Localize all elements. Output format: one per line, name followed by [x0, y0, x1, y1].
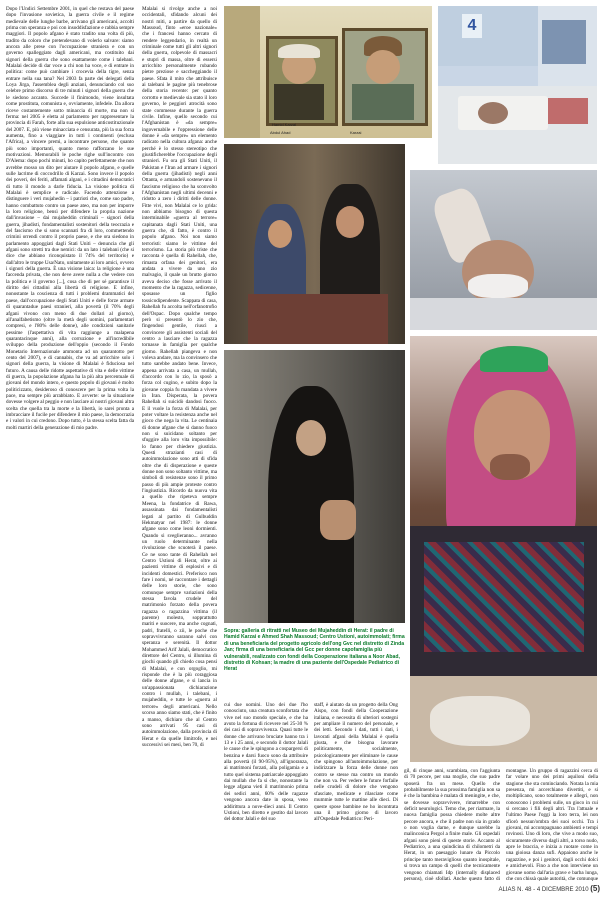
burn-patient-photo: [410, 170, 597, 330]
women-portrait-photo: [224, 144, 405, 344]
article-text: montagne. Un gruppo di ragazzini cerca di far volare uno dei primi aquiloni della stagione che sta cominciando. Notata la mia presenza, mi accerchiano divertiti, e si moltiplicano, sono totalmente e allegri, non conoscono i problemi sulle, un gioco in cui si cercano i fili degli altri. Tra l'attuale e l'ultimo Paese l'oggi la loro terra, lei non sfiorò nessun'ombra dei suoi occhi. Tra i giovani, mi accompagnano ambienti e tempi rovinosi. Uno di loro, che vive a modo suo, sicuramente diverso dagli altri, a torso nudo, apre le braccia, e inizia a ruotare come in una gioiosa danza sufi. Appaiono anche le ragazzine, e poi i genitori, dagli occhi dolci e amichevoli. Fino a che non interviene un giovane uomo dall'aria grave e barba lunga, che con chissà quale autorità, che comunque: [506, 768, 598, 882]
footer-issue: ALIAS N. 48 - 4 DICEMBRE 2010: [498, 887, 589, 893]
article-text: gil, di cinque anni, scambiata, con l'aggiunta di 70 pecore, per una moglie, che suo padre sposerà fra un mese. Quello che probabilmente la sua prossima famiglia non sa è che la bambina è malata di meningite, e che, se dovesse sopravvivere, rimarrebbe con deficit neurologici. Temo che, per riarmare, la nuova famiglia possa chiedere molte altre pecore ancora, e che il padre non sia in grado o non voglia darne, e dunque sarebbe la malinconica Pergol a finire male. Gli ospedali afgani sono pieni di queste storie. Accanto al Pediatrico, a una quindicina di chilometri da Herat, in un paesaggio lunare da Piccolo principe tanto meraviglioso quanto inospitale, si trova un campo di quelli che tecnicamente vengono chiamati Idp (internally displaced persons), cioè sfollati. Anche questo fatto di: [404, 768, 500, 882]
article-column-3b: [404, 768, 500, 882]
hospital-ward-photo: [438, 6, 597, 164]
article-text: Malalai si rivolge anche a noi occidentali, sfidando alcuni dei nostri miti, a partire da quello di Massoud, finto «eroe nazionale» che i francesi hanno cercato di rendere leggendario, in realtà un criminale come tutti gli altri signori della guerra, colpevole di massacri e stupri di massa, oltre di essersi arricchito personalmente rubando pietre preziose e saccheggiando il paese. Sfata il mito che attribuisce ai talebani le pagine più tenebrose della storia recente: per quanto corrotto e medievale sia stato il loro governo, le peggiori atrocità sono state commesse durante la guerra civile. Infine, quello secondo cui l'Afghanistan è «da sempre» ingovernabile e l'oppressione delle donne è «da sempre» un elemento radicato nella cultura afgana: anche perché è lo stesso stereotipo che giustificherebbe l'occupazione degli stranieri. Fu ora gli Stati Uniti, il Pakistan e l'Iran ad armare i signori della guerra (jihadisti) negli anni Ottanta, e armandoli sostenevano il fascismo religioso che ha sconvolto l'Afghanistan negli ultimi decenni e ridotto a zero i diritti delle donne. Fitte vivi, non Malalai ce lo grida: non abbiamo bisogno di questa interminabile «guerra al terrore» capitanata dagli Stati Uniti, una guerra che, di fatto, è contro il popolo afgano. Noi non siamo terroristi: siamo le vittime del terrorismo. La storia più triste che racconta è quella di Rahellah, che, rimasta orfana dei genitori, era andata a vivere da uno zio malvagio, il quale un brutto giorno aveva deciso che fosse arrivato il momento che la ragazza, sedicenne, sposasse un figlio tossicodipendente. Scappata di casa, Rahellah fu accolta nell'orfanotrofio dell'Ospac. Dopo qualche tempo però si presentò lo zio che, fingendosi gentile, riuscì a convincere gli assistenti sociali del centro a lasciare che la ragazza tornasse in famiglia per qualche giorno. Rahellah piangeva e non voleva andare, ma la convinsero che tutto sarebbe andato bene. Invece, appena arrivata a casa, un mullah, d'accordo con lo zio, la sposò a forza col cugino, e subito dopo la giovane coppia fu mandata a vivere in Iran. Disperata, la povera Rahellah si suicidò dandosi fuoco. E il vuole la forza di Malalai, per poter voltare la resistenza anche nel gioco che nega la vita. Le centinaia di donne afgane che si danno fuoco non si suicidano soltanto per sfuggire alla loro vita impossibile: lo fanno per chiedere giustizia. Questi strazianti casi di autoimmolazione sono atti di sfida oltre che di disperazione e queste donne non sono soltanto vittime, ma simboli di resistenze sono il primo passo di più ampie proteste contro l'ingiustizia. Ricordo da nuova vita a quello che ripeteva sempre Meena, la fondatrice di Rawa, assassinata dai fondamentalisti legati al partito di Gulbuddin Hekmatyar nel 1987: le donne afgane sono come leoni dormienti. Quando si sveglieranno... avranno un ruolo determinante nella rivoluzione che scuoterà il paese. Ce ne sono tante di Rahellah nel Centro Ustioni di Herat, oltre ai pazienti vittime di esplosivi e di incidenti domestici. Preferisco non fare i nomi, né raccontare i dettagli delle loro storie, che sono comunque sempre variazioni della stessa favola crudele del matrimonio forzato della povera ragazza o ragazzina vittima (il parente) molesto, sopprattutto mariti e suocere, ma anche cognati, padri, fratelli, o zii, le poche che sopravvivranno saranno salvi con speranza e serenità. Il dottor Mohammed Arif Jalali, democratico direttore del Centro, si illumina di giochi quando gli chiedo cosa pensi di Malalai, e con orgoglio, mi risponde che è la più coraggiosa delle donne afgane, e si lancia in un'appassionata dichiarazione contro i mullah, i talebani, i mujaheddin, e tutte le «guerra al terrore» degli americani. Nello scorso anno siamo stati, che è finito a manso, dichiaro che al Centro sono arrivati 95 casi di autoimmolazione, dalla provincia di Herat e da quelle limitrofe, e nei successivi sei mesi, ben 70, di: [142, 6, 217, 748]
article-column-3mid: [314, 702, 398, 882]
article-column-1: [6, 6, 134, 884]
page-number: (5): [590, 884, 600, 893]
veiled-woman-photo: [224, 350, 405, 623]
ward-number: 4: [462, 14, 482, 38]
article-text: staff, è aiutato da un progetto della Ong Aispo, con fondi della Cooperazione italiana, e necessita di ulteriori sostegni per ampliare il numero del personale, e dei letti. Secondo i dati, tutti i dati, i lavorati afgani della Malalai è quella giusta, e che bisogna lavorare politicamente, socialmente, psicologicamente per eliminare le cause che spingono all'autoimmolazione, per indirizzare la forza delle donne non contro se stesse ma contro un mondo che non va. Per vedere le future forfaile nelle crudeli di dolore che vengono sfasciate, medicate e rilasciate come mummie tutte le mattine alle dieci. Di queste spose bambine ne ho incontrata una il primo giorno di lavoro all'Ospedale Pediatrico: Peri-: [314, 702, 398, 823]
photo-caption: Sopra: galleria di ritratti nel Museo dei Mujaheddin di Herat: il padre di Hamid Karzai e Ahmed Shah Massoud; Centro Ustioni, autoimmolati; firma di una beneficiaria del progetto agricolo dell'ong Gvc nel distretto di Zinda Jan; firma di una beneficiaria del Gcc per donne capofamiglia più vulnerabili, realizzato con fondi della Cooperazione italiana a Noor Abad, distretto di Kohsan; la madre di una paziente dell'Ospedale Pediatrico di Herat: [224, 628, 405, 673]
article-text: Dopo l'Undici Settembre 2001, in quel che restava del paese dopo l'invasione sovietica, la guerra civile e il regime medievale delle lunghe barbe, arrivano gli americani, accolti prima con speranza e poi con insoddisfazione e rabbia sempre maggiori. Il popolo afgano è stato tradito una volta di più, tradito da coloro che pretendevano di volerlo salvare: siamo ancora alle prese con l'occupazione straniera e con un governo spalleggiato dagli americani, ma costituito dai signori della guerra che sono esattamente come i talebani. Malalai decide di dar voce a chi non ha voce, e di entrare in politica: come può cambiare i crocevia della tigre, senza entrare nella sua tana? Nel 2003 fa parte dei delegati della Loya Jirga, l'assemblea degli anziani, denunciando col suo celebre primo discorso di tre minuti i signori della guerra che le siedono accanto. Succede il finimondo, viene insultata come prostituta, comunista e, ovviamente, infedele. Da allora riceve costantemente sotto minaccia di morte, ma non si ferma: nel 2005 è eletta al parlamento per rappresentare la provincia di Farah, forte alla sua espulsione anticostituzionale del 2007. E, più viene minacciata e censurata, più la sua forza aumenta, fino a viaggiare in tutti i continenti (esclusa l'Africa), a vincere premi, a incontrare persone, che quanto più sono importanti, quanto meno rafforzano le sue motivazioni. Memorabili le poche righe sull'incontro con D'Alema: dopo pochi minuti, ho capito perfettamente che non avrebbe mosso un dito per aiutare il popolo afgano, e quelle sulle lacrime di coccodrillo di Karzai. Sono invece il popolo dei poveri, dei feriti, affamati algani, e i cittadini democratici di tutto il mondo a darle fiducia. La visione politica di Malalai è semplice e radicale. Facendo attenzione a distinguere i veri mujahedin – i patrioti che, come suo padre, hanno combattuto contro un paese ateo, ma non per imporre la loro religione, bensì per difendere la propria nazione dall'invasione – dai mujaheddin criminali – signori della guerra, jihadisti, fondamentalisti sostenitori della teocrazia e del fascismo che si sono scannati fra di loro, commettendo crimini orrendi contro il proprio paese, e che ora siedono in parlamento appoggiati dagli Stati Uniti – denuncia che gli afgani sono stretti tra due nemici: da un lato i talebani (che si dice che abbiano riconquistato il 74% del territorio) e dall'altro le truppe Usa/Nato, unitamente ai loro amici, ovvero i signori della guerra. È una visione laica: la religione è una faccenda privata, che non deve avere nulla a che vedere con la politica e il governo [...], cosa che di per sé garantisce il diritto dei cittadini alla libertà di religione. E infine, nonostante la coscienza di tutti i problemi drammatici del paese, dall'occupazione degli Stati Uniti e delle forze armate di quarantadue paesi stranieri, alla povertà (il 70% degli afgani vivono con meno di due dollari al giorno), all'analfabetismo (oltre la metà degli uomini, parlamentari compresi, e l'80% delle donne), alle condizioni sanitarie pessime (l'aspettativa di vita raggiunge a malapena quarantacinque anni), alla corruzione e all'incredibile sviluppo della produzione dell'oppio (secondo il Fondo Monetario Internazionale ammonta ad un quarantotto per cento del 2007), e di cannabis, che va ad arricchire solo i signori della guerra, la visione di Malalai è fiduciosa nel futuro. A causa delle ridotte aspettative di vita e delle vittime di guerra, la popolazione afgana ha la più alta percentuale di giovani del mondo intero, e questo popolo di giovani è molto politicizzato, desideroso di conoscere per la prima volta la pace, ma sempre più arrabbiato. E avverte: se la situazione dovesse volgere al peggio e non lasciare ai nostri giovani altra scelta che quella tra la morte e la libertà, io sarei pronta a imbracciare il fucile per difendere il mio paese, la democrazia e i valori in cui credono. Dopo tutto, è la stessa scelta fatta da molti martiri della generazione di mio padre.: [6, 6, 134, 431]
portrait-label: Hamid Karzai: [272, 122, 297, 127]
article-column-3a: [224, 702, 308, 882]
portrait-label: Karzai: [350, 130, 362, 135]
museum-portraits-photo: [224, 6, 432, 138]
mother-portrait-photo: [410, 336, 597, 762]
portrait-label: Abdul Ahad: [270, 130, 291, 135]
article-column-2: [142, 6, 217, 884]
article-column-4: [506, 768, 598, 882]
page-footer: [300, 884, 600, 893]
article-text: cui due uomini. Uno dei due l'ho conosciuto, una creatura sconfortata che vive nel suo mondo speciale, e che ha avuto la fortuna di ricevere nel 25-30 % dei casi di sopravvivenza. Quasi tutte le donne che arrivano bruciate hanno tra i 13 e i 25 anni, e secondo il dottor Jalali le cause che le spingono a cospargersi di benzina e darsi fuoco sono da attribuire alla povertà (il 90-95%), all'ignoranza, ai matrimoni forzati, alla poligamia e a tutto quel sistema patriarcale appoggiato dai mullah che fa sì che, nonostante la legge afgana vieti il matrimonio prima dei sedici anni, 60% delle ragazze vengono ancora date in sposa, veno addirittura a nove-dieci anni. Il Centro Ustioni, ben diretto e gestito dal lavoro del dottor Jalali e del suo: [224, 702, 308, 823]
